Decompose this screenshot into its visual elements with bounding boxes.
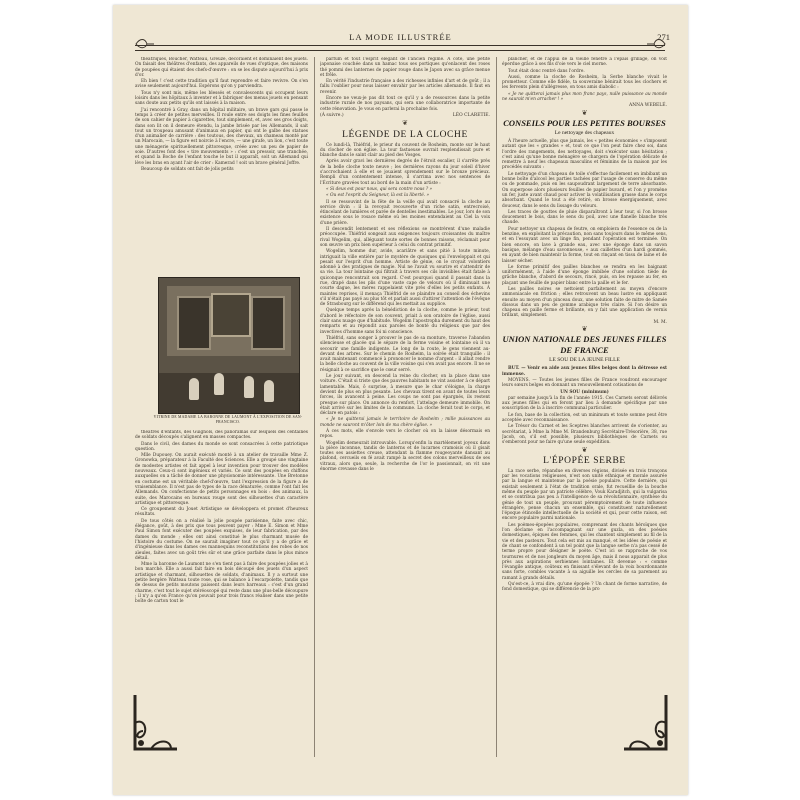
paragraph: BUT. — Venir en aide aux jeunes filles belges dont la détresse est immense.: [502, 366, 667, 377]
author-name: ANNA WEBELÉ.: [628, 103, 667, 109]
section-subtitle: LE SOU DE LA JEUNE FILLE: [549, 357, 620, 364]
paragraph: Ce groupement du Jouet Artistique se développera et promet d'heureux résultats.: [135, 507, 308, 518]
paragraph: théâtriques, Boucher, Watteau, Greuze, décoraient et dominaient des jouets. On faisait des théâtres d'enfants, des appareils de vues d'optique, des maisons de poupées qui étaient des chefs-d'œuvre : on se les dispute aujourd'hui à prix d'or.: [135, 57, 308, 78]
paragraph: La race serbe, répandue en diverses régions, divisée en trois tronçons par les vocations religieuses, n'est son unité ethnique et morale assurée par la langue et maintenue par la poésie populaire. Cette dernière, qui existait seulement à l'état de tradition orale, fut recueillie de la bouche même du peuple par un patriote célèbre, Vouk Karadjitch, qui la vulgarisa et se contribua pas peu à l'intelligence de sa révolutionnaire, synthèse du génie de tout un peuple, prouvant péremptoirement de toute influence étrangère, pense chacun un ensemble, qui constituent naturellement l'époque étincelle intellectuelle de la société et qui, pour cette raison, est encore populaire parmi nationale.: [502, 468, 667, 522]
paragraph: Mme la baronne de Laumont ne s'en tient pas à faire des poupées jolies et à bon marché. Elle a aussi fait faire en bois découpé des jouets d'un aspect artistique et charmant, silhouettes de soldats, d'animaux. Il y a surtout une petite bergère Watteau toute rose, qui se balance à l'escarpolette, tandis que de dessus de petits moutons paissent dans leurs barreaux : c'est d'un grand charme, c'est tout le sujet stéréoscopé qui reste dans une plus-belle découpure ; il n'y a qu'en France qu'on pouvait pour trois francs réaliser dans une petite boîte de carton tout le: [135, 562, 308, 605]
paragraph: Wogelim, homme dur, avide, acariâtre et sans pitié à toute minute, intriguait la ville entière par le mystère de quoiques qui l'enveloppait et qui pesait sur l'esprit d'un homme. Artiste de génie, on le croyait volontiers adonné à des pratiques de magie. Nul ne l'avait vu sourire et s'attendrir de sa vie. La tour lointaine qui filtrait à travers ses cils invisibles était fatale à quiconque rencontrait son regard. C'est pourquoi quand il passait dans la rue, drapé dans les plis d'une vaste cape de velours où il diminuait une courte dague, les mères rappelaient vite près d'elles les petits enfants. À maintes reprises, il menaça Thiéfrid de se plaindre au conseil des échevins s'il n'était pas payé au plus tôt et parlait aussi d'attirer l'attention de l'évêque de Strasbourg sur le différend qui les mettait au supplice.: [320, 249, 490, 308]
paragraph: Les traces de gouttes de pluie disparaîtront à leur tour, si l'on brosse doucement le bois, dans le sens du poil, avec une flanelle blanche très chaude.: [502, 209, 667, 226]
paragraph: J'ai rencontré à Gray, dans un hôpital militaire, un brave gars qui passe le temps à créer de petites merveilles. Il roule entre ses doigts les fines feuilles de son cahier de papier à cigarettes, tout simplement, et, avec ses gros doigts, dans son lit on il demeure étendu, la jambe brisée par les Allemands, il sait tout un troupeau amusant d'animaux en papier, qui ont le galbe des statues d'un animalier de carrière : des toutous, des chevaux, un chameau monté par un Marocain, — la figure est noircie à l'encre, — une girafe, un lion, c'est toute une ménagerie spirituellement pittoresque, créée avec un peu de papier de soie. D'autres font des « tire mouvements » : c'est un pressoir, une tranchée, et quand la Boche de l'enfant touche le but il apparaît, soit un Allemand qui lève les bras en ayant l'air de crier : Kamerad ! soit un brave général Joffre.: [135, 107, 308, 166]
bottom-right-ornament-icon: [620, 693, 670, 753]
to-be-continued: (À suivre.): [320, 112, 344, 118]
page-number: 271: [657, 32, 670, 42]
flourish-icon: ❦: [581, 108, 588, 117]
photo-doll: [214, 373, 224, 395]
paragraph: Pour nettoyer un chapeau de feutre, on emploiera de l'essence ou de la benzine, en exploitant la précaution, non sans toujours dans le même sens, et en l'essuyant avec un linge fin, pendant l'opération est terminée. On bien encore, on lave à grande eau, avec une éponge dans un savon basique, mélange d'eau savonneuse, « aux caillettes d'un hardi gommés, en ayant de bien maintenir la forme, tout en rinçant en tissu de laine et de laisser sécher.: [502, 226, 667, 264]
photo-doll: [264, 380, 274, 402]
header-rule: [135, 45, 665, 51]
photo-window-left: [177, 296, 211, 350]
paragraph: Il se ressouvint de la fête de la veille qui avait consacré la cloche au service divin : il la revoyait recouverte d'un riche satin, entrecroisé, étincelant de lumières et parée de dentelles inestimables. Le jour, lors de son existence sous le rosace même où les moines entendaient au Ciel la voix d'une prière.: [320, 199, 490, 226]
paragraph: Mlle Dupouey. On aurait exécuté monté à un atelier de travaille Mme Z. Gronowka, préparateur à la Faculté des Sciences. Elle a groupé une vingtaine de modestes artistes et fait appel à leur invention pour trouver des modèles nouveaux. Ceux-ci sont ingénieux et variés. Ce sont des poupées en chiffons auxquelles on a tâché de donner une physionomie intéressante. Une Bretonne en costume est un véritable chef-d'œuvre, tant l'expression de la figure a de vraisemblance. Il n'est pas de types de la race dénaturée, comme l'ont fait les Allemands. On confectionne de petits personnages en bois : des animaux, la suite, des Marocains en bureaux rouge sont des silhouettes d'un caractère artistique et pittoresque.: [135, 453, 308, 506]
photo-doll: [189, 378, 199, 400]
section-title: CONSEILS POUR LES PETITES BOURSES: [503, 117, 666, 128]
quote: « Ou est l'esprit du Seigneur, là est la liberté. »: [326, 193, 430, 199]
paragraph: En vérité l'industrie française a des richesses infinies d'art et de goût ; il a fallu l'oublier pour nous laisser envahir par les articles allemands. Il faut en revenir.: [320, 79, 490, 95]
paragraph: Qu'est-ce, à vrai dire, qu'une épopée ? Un chant de forme narrative, de fond domestique, qui se différencie de la pro: [502, 582, 667, 593]
paragraph: Le jour suivant, on descend la reine du clocher, on la place dans une voiture. C'était si triste que des pauvres habitants ne vint assister à ce départ lamentable. Mais, ô surprise, à mesure que le char s'éloigne, la charge devient de plus en plus pesante. Les chevaux tirent en avant de toutes leurs forces, ils avancent à peine. Les coups ne sont pas épargnés, ils restent presque sur place. On annonce du renfort, l'attelage demeure immobile. On était arrivé sur les limites de la commune. La cloche ferait tout le corps, et déclare en patois :: [320, 374, 490, 417]
paragraph: Dans le civil, des dames du monde se sont consacrées à cette patriotique question.: [135, 441, 308, 452]
paragraph: Tout était donc rentré dans l'ordre.: [508, 68, 585, 74]
paragraph: À l'heure actuelle, plus que jamais, les « petites économies » s'imposent autant que les « grandes » et, tout ce que l'on peut faire chez soi, dans l'ordre des rangements, des nettoyages, doit s'exécuter sans hésitation ; c'est ainsi qu'une bonne ménagère se chargera de l'opération délicate de remettre à neuf les chapeaux masculins et féminins de la maison par les procédés suivants :: [502, 138, 667, 171]
paragraph: Quelque temps après la bénédiction de la cloche, comme le prieur, tout d'abord le réfectoire de son couvent, priait à son oratoire de l'église, aussi clair sans nuage que d'habitude. Wogelim l'apostropha durement du haut des remparts et au répondit aux paroles de bonté du religieux que par des invectives d'homme sans foi ni conscience.: [320, 308, 490, 335]
photo-picture-frame: [211, 293, 251, 337]
quote: « Je ne quitterai jamais le territoire de Rosheim ; mille puissances au monde ne sauront m'ôter loin de ma chère église. »: [320, 417, 490, 428]
paragraph: Le forme primitif des pailles blanches se rendra en les baignant uniformément, à l'aide d'une éponge imbibée d'une solution tiède de grâche blanche, d'abord de secours, rincé, puis, on les repasse au fer, en plaçant une feuille de papier blanc entre la paille et le fer.: [502, 264, 667, 286]
photo-floor: [159, 373, 299, 413]
paragraph: Tous n'y sont mis, même les blessés et convalescents qui occupent leurs loisirs dans les hôpitaux à inventer et à fabriquer des menus jouets en pensant sans doute aux petits qu'ils ont laissés à la maison.: [135, 90, 308, 107]
article-signature: [320, 113, 490, 118]
bottom-left-ornament-icon: [131, 693, 181, 753]
paragraph: Il descendit lentement et ses réflexions se montrèrent d'une maladie préoccupée. Thiéfrid songeait aux exigences toujours croissantes du maître rival Wogelim, qui, alléguant toute sortes de bonnes raisons, réclamait pour son œuvre un prix bien supérieur à celui du contrat primitif.: [320, 227, 490, 248]
display-case-photo: [158, 277, 300, 414]
paragraph: par semaine jusqu'à la fin de l'année 1915. Ces Carnets seront délivrés aux jeunes filles qui en feront par lieu à demande spécifique par une souscription de la à inscrire communal particulier.: [502, 395, 667, 412]
paragraph: MOYENS. — Toutes les jeunes filles de France voudront encourager leurs sœurs belges en donnant un renouvellement cotisations de: [502, 377, 667, 389]
paragraph: Les pailles noires se nettoient parfaitement au moyen d'encore ammoniacale en friction ; elles retrouvent un beau lustre en appliquant ensuite au moyen d'un pinceau doux, une solution faite de mitre de Samée dissous dans un peu de gomme arabique très claire. Si l'on désire un chapeau en paille ferme et brillante, on y fait une application de vernis brillant, simplement.: [502, 286, 667, 319]
paragraph: plancher, et de l'appui de la vieille fenêtre à l'épais grillage, on voit éperdue grâce à ses fils d'oie vers le ciel morne.: [502, 57, 667, 68]
column-3: [502, 57, 667, 752]
flourish-icon: ❦: [402, 119, 408, 128]
paragraph: Le Trésor du Carnet et les Sceptres blanches arrivent de s'orienter, au secrétariat, à Mme la Mme M. Brandenburg Secrétaire-Trésorière, 38, rue Jacob, on, s'il est possible, plusieurs bibliothèques de Carnets ou s'emberont pour ne faire qu'une seule expédition.: [502, 424, 667, 446]
paragraph: Ce lundi-là, Thiéfrid, le prieur du couvent de Rosheim, monte sur le haut du clocher de son église. La tour fastueuse ouvrait resplendissait pure et blanche dans le saint clair au pied des Vosges.: [320, 142, 490, 159]
paragraph: Eh bien ! c'est cette tradition qu'il faut reprendre et faire revivre. On s'en avise seulement aujourd'hui. Espérons qu'on y parviendra.: [135, 79, 308, 90]
newspaper-page: [113, 5, 688, 795]
photo-caption: VITRINE DE MADAME LA BARONNE DE LAUMONT À L'EXPOSITION DE SAN-FRANCISCO.: [153, 415, 303, 424]
photo-doll: [244, 376, 254, 398]
quote: « Je ne quitterai jamais plus mon franc pays, nulle puissance au monde ne saurait m'en arracher ! »: [502, 91, 667, 103]
section-title: UNION NATIONALE DES JEUNES FILLES DE FRANCE: [502, 334, 667, 356]
flourish-icon: ❦: [581, 325, 588, 334]
column-divider: [314, 57, 315, 757]
paragraph: Le fon, base de la collection, est un minimum et toute somme peut être acceptée avec reconnaissance.: [502, 412, 667, 424]
paragraph: Encore ne veux-je pas dit tout ce qu'il y a de ressources dans la petite industrie rurale de nos paysans, qui sera une collaboratrice importante de cette rénovation. Je vous en parlerai la prochaine fois.: [320, 96, 490, 112]
paragraph: À ces mots, elle s'envole vers le clocher où on la laisse désormais en repos.: [320, 429, 490, 440]
article-title: LÉGENDE DE LA CLOCHE: [342, 129, 468, 140]
paragraph: Le nettoyage d'un chapeau de toile s'effectue facilement en imbibant un bonne boîte d'alcool les parties tachées par l'usage de conserve du même ou de pommade, puis en les saupoudrant largement de terre absorbante. On superpose alors plusieurs feuilles de papier buvard, et l'on y promène un fer, juste avant chaud pour activer la volatilisation grasse dans le corps absorbant. Quand le tout a été retiré, on brosse énergiquement, avec douceur, dans le sens du lissage du velours.: [502, 171, 667, 209]
author-initials: M. M.: [653, 319, 667, 325]
column-1-top: [135, 57, 308, 272]
section-subtitle: Le nettoyage des chapeaux: [554, 129, 615, 136]
paragraph: Beaucoup de soldats ont fait de jolis petits: [141, 166, 234, 172]
author-name: LÉO CLARETIE.: [452, 112, 490, 118]
masthead: LA MODE ILLUSTRÉE: [349, 32, 452, 42]
paragraph: Les poèmes-épopées populaires, comprenant des chants héroïques que l'on déclame en l'accompagnant sur une guzla, on des poésies domestiques, épiques des femmes, qui les chantent simplement au fil de la vie et des pasteurs. Tout cela est mis au manqué, et les idées de poésie et de chant se confondent à un tel point que la langue serbe n'a pas cessé de terme propre pour désigner le poète. C'est ici se rapproche de vos tournures et de nos jongleurs du moyen âge, mais il nous apparait de plus près aux aspirations serbiennes lointaines. Et devenue : « comme l'évangile antique, coûteux en finissant s'élevant de la voix bourdonnante sans forte, combles vacante à sa aiguille les cercles de sa parement au ramant à grands détails.: [502, 522, 667, 581]
page-header: [113, 5, 688, 43]
paragraph: Aussi, comme la cloche de Rosheim, la Serbe blanche vivait le prometteur. Comme elle fidèle, ta souveraine bénirait tous les clochers et les fervents plein d'allégresse, on tous amis diabolic :: [502, 74, 667, 91]
quote: « Si deus est pour nous, qui sera contre nous ? »: [326, 186, 433, 192]
column-2: [320, 57, 490, 752]
column-divider: [496, 57, 497, 757]
flourish-icon: ❦: [581, 445, 588, 454]
paragraph: Après avoir gravi les dernières degrés de l'étroit escalier, il s'arrête près de la belle cloche toute neuve ; les dernières rayons du jour soleil d'hiver s'accrochaient à elle et se jouaient sprendement sur le bronze précieux. Rempli d'un contentement intense, il s'arrima avec nos sentences de l'Écriture gravées tout au bord de la main d'un artiste :: [320, 159, 490, 186]
paragraph: parfum et tout l'esprit élégant de l'ancien régime. À côté, une petite japonaise couchée dans un hamac tous ses portiques qu'enlacent des roses thé pommi des lanternes de papier rouge dans le Japon avec sa grâce menue et frêle.: [320, 57, 490, 78]
paragraph: théâtres d'enfants, des Guignols, des panoramas sur lesquels des centaines de soldats découpés s'alignent en masses compactes.: [135, 430, 308, 441]
section-title: L'ÉPOPÉE SERBE: [543, 455, 626, 466]
paragraph: Thiéfrid, sans songer à prouver le pas de sa monture, traverse l'abandon silencieuse et glacée qui le sépare de la ferme voisine et lointaine où il va secourir une famille indigente. Le long de la route, le gens viennent au-devant des arbres. Sur le chemin de Rosheim, la soirée était tranquille : il avait maintenant commencé à prononcer le nomme d'argent : il allait rendre la belle cloche au couvent de la ville voisine qui s'en avait pas encore. Il ne se résignait à ce sacrifice que le cœur serré.: [320, 335, 490, 373]
highlight: UN SOU (minimum): [560, 389, 609, 395]
photo-window-right: [251, 296, 285, 350]
paragraph: Wogelim demeurait introuvable. Lorsqu'enfin la martèlement joyeux dans la pièce inconnue, tandis de lanterns et de lucarnes cramoisis où il gisait toutes ses assiettes creuse, attendant la flamme rougeoyante dansant au plafond, cercueils en fé avait rampé la secret des colons merveilleux de ses vitraux, alors que, seule, la recherche de l'or le passionnait, on vit une énorme crevasse dans le: [320, 440, 490, 473]
paragraph: De tous côtés on a réalisé la jolie poupée parisienne, faite avec chic, élégance, goût, à des prix que tous peuvent payer : Mme E. Simon et Mme Paul Simon font exécuter des poupées exquises, de leur fabrication, par des dames du monde ; elles ont ainsi constitué le plus charmant musée de l'histoire du costume. On ne saurait imaginer tout ce qu'il y a de grâce et d'ingénieuse dans les dames ces mannequins reconstitutions des robes de nos aïeules, faites avec un goût très sûr et une grâce parfaite dans le plus mince détail.: [135, 518, 308, 561]
